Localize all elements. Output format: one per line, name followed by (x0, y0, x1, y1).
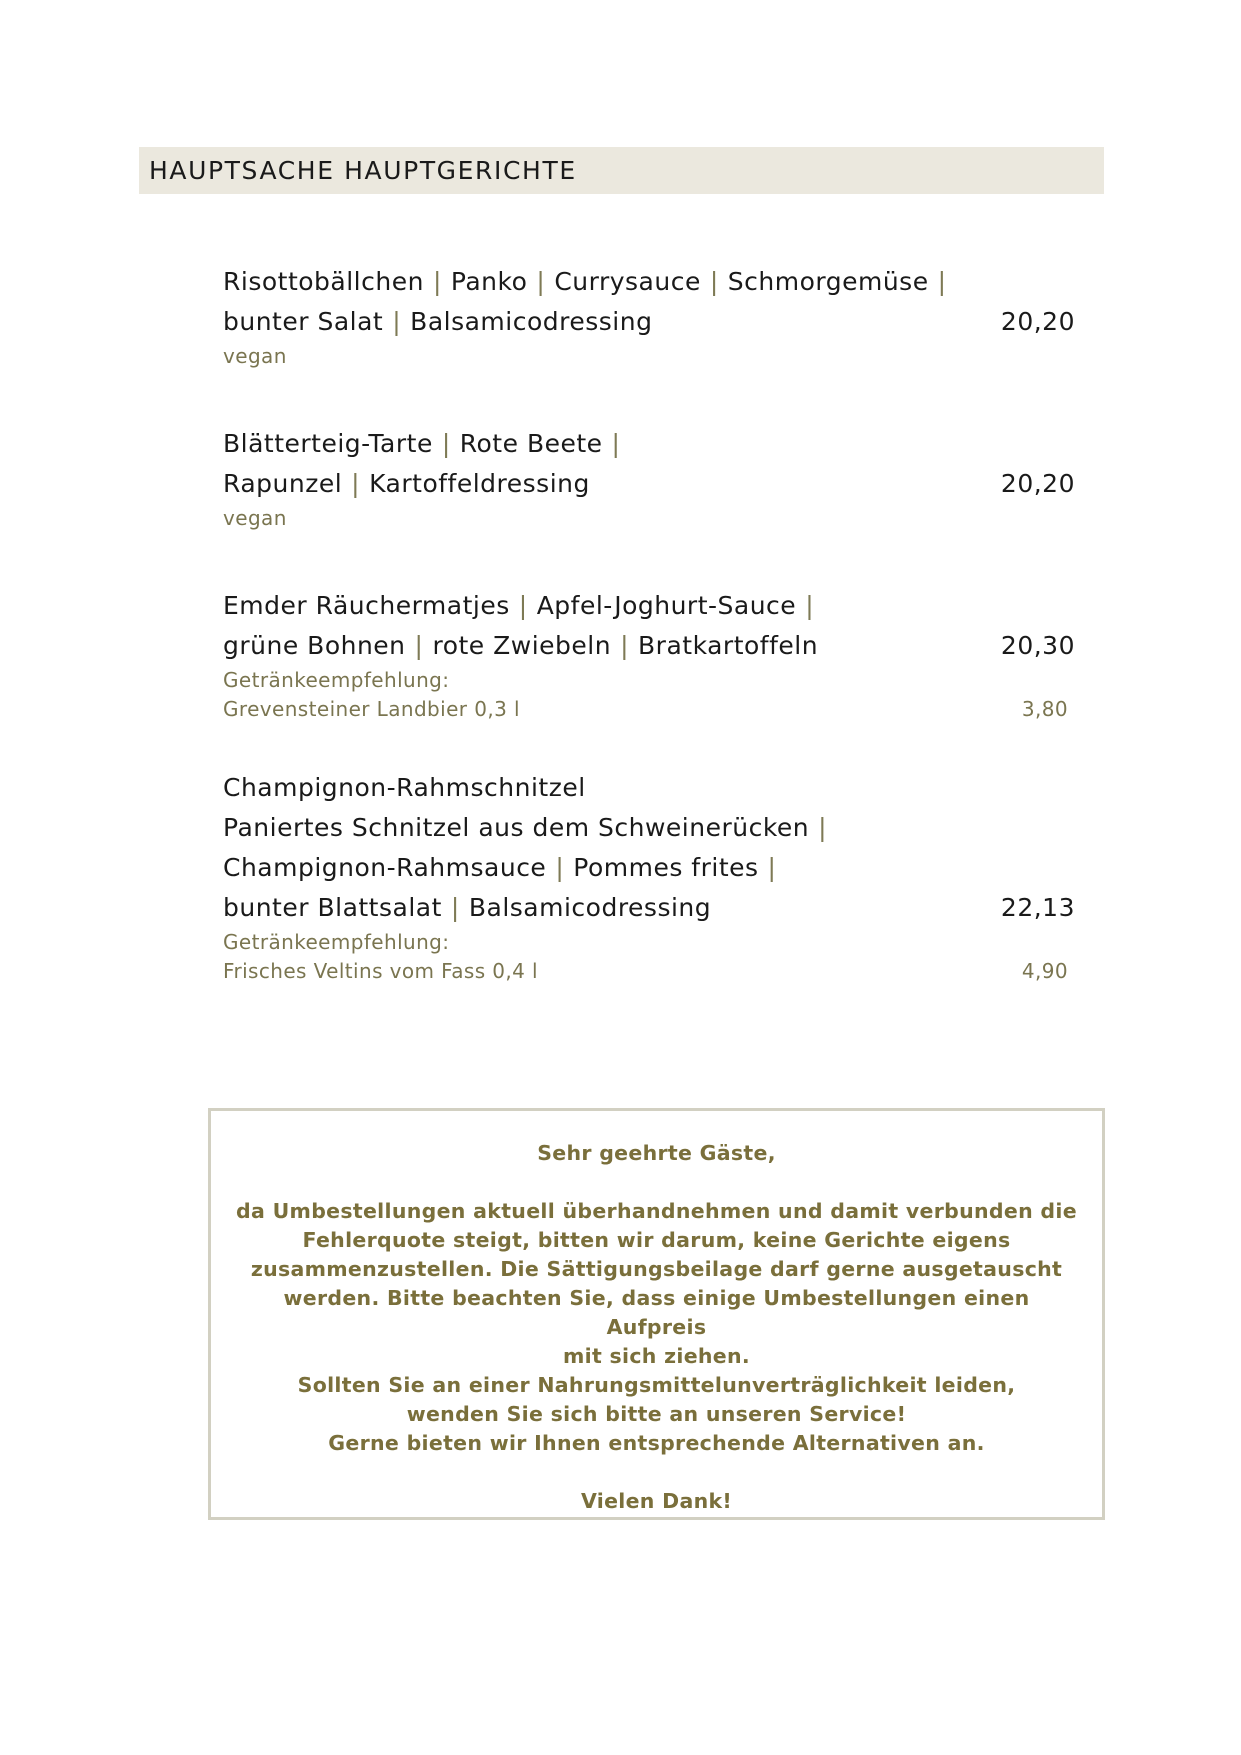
drink-recommendation (223, 695, 1075, 724)
dish-component: Risottobällchen (223, 267, 424, 296)
dish-component: Apfel-Joghurt-Sauce (536, 591, 797, 620)
dish-item (223, 586, 1075, 724)
drink-recommendation-label: Getränkeempfehlung: (223, 668, 450, 692)
separator: | (392, 307, 402, 336)
separator: | (709, 267, 719, 296)
separator: | (555, 853, 565, 882)
dish-price: 20,30 (1000, 631, 1075, 660)
separator: | (818, 813, 828, 842)
dish-component: Rapunzel (223, 469, 343, 498)
notice-greeting: Sehr geehrte Gäste, (537, 1141, 776, 1165)
separator: | (611, 429, 621, 458)
separator: | (450, 893, 460, 922)
dish-component: Champignon-Rahmschnitzel (223, 773, 586, 802)
separator: | (536, 267, 546, 296)
dish-component: Panko (450, 267, 528, 296)
dish-description-line (223, 586, 1075, 626)
separator: | (432, 267, 442, 296)
section-header (139, 147, 1104, 194)
dish-component: Schmorgemüse (727, 267, 929, 296)
dish-description-line (223, 302, 1075, 342)
notice-line: zusammenzustellen. Die Sättigungsbeilage darf gerne ausgetauscht (250, 1257, 1063, 1281)
dish-description-line (223, 848, 1075, 888)
drink-name: Grevensteiner Landbier 0,3 l (223, 697, 520, 721)
notice-thanks: Vielen Dank! (580, 1489, 733, 1513)
dish-component: bunter Blattsalat (223, 893, 442, 922)
separator: | (351, 469, 361, 498)
dish-component: Balsamicodressing (410, 307, 653, 336)
dish-component: Emder Räuchermatjes (223, 591, 510, 620)
dish-price: 20,20 (1000, 469, 1075, 498)
notice-line: werden. Bitte beachten Sie, dass einige Umbestellungen einen Aufpreis (283, 1286, 1030, 1339)
dish-component: Currysauce (554, 267, 701, 296)
dish-component: grüne Bohnen (223, 631, 406, 660)
dish-component: Bratkartoffeln (638, 631, 819, 660)
dish-description-line (223, 464, 1075, 504)
dish-diet-note: vegan (223, 344, 287, 368)
dish-component: Rote Beete (459, 429, 603, 458)
guest-notice-box (208, 1108, 1105, 1520)
separator: | (414, 631, 424, 660)
notice-line: da Umbestellungen aktuell überhandnehmen und damit verbunden die (236, 1199, 1077, 1223)
section-title: HAUPTSACHE HAUPTGERICHTE (149, 156, 577, 185)
dish-description-line (223, 768, 1075, 808)
drink-recommendation-label: Getränkeempfehlung: (223, 930, 450, 954)
dish-component: Pommes frites (573, 853, 759, 882)
dish-component: Kartoffeldressing (369, 469, 590, 498)
separator: | (937, 267, 947, 296)
notice-line: Fehlerquote steigt, bitten wir darum, keine Gerichte eigens (302, 1228, 1011, 1252)
drink-price: 4,90 (1021, 959, 1068, 983)
drink-price: 3,80 (1021, 697, 1068, 721)
dish-component: Paniertes Schnitzel aus dem Schweinerücken (223, 813, 810, 842)
drink-recommendation (223, 957, 1075, 986)
notice-line: wenden Sie sich bitte an unseren Service! (406, 1402, 907, 1426)
dish-item (223, 424, 1075, 533)
drink-name: Frisches Veltins vom Fass 0,4 l (223, 959, 538, 983)
separator: | (767, 853, 777, 882)
separator: | (805, 591, 815, 620)
dish-component: rote Zwiebeln (432, 631, 612, 660)
dish-price: 20,20 (1000, 307, 1075, 336)
dish-description-line (223, 424, 1075, 464)
notice-line: Sollten Sie an einer Nahrungsmittelunverträglichkeit leiden, (297, 1373, 1016, 1397)
notice-line: mit sich ziehen. (563, 1344, 750, 1368)
dish-component: Balsamicodressing (468, 893, 712, 922)
dish-component: bunter Salat (223, 307, 384, 336)
dish-component: Champignon-Rahmsauce (223, 853, 547, 882)
dish-description-line (223, 888, 1075, 928)
notice-text (211, 1197, 1102, 1458)
separator: | (441, 429, 451, 458)
dish-diet-note: vegan (223, 506, 287, 530)
notice-line: Gerne bieten wir Ihnen entsprechende Alternativen an. (328, 1431, 985, 1455)
dish-description-line (223, 262, 1075, 302)
separator: | (518, 591, 528, 620)
separator: | (620, 631, 630, 660)
dish-price: 22,13 (1000, 893, 1075, 922)
dish-description-line (223, 808, 1075, 848)
dish-item (223, 768, 1075, 986)
dish-component: Blätterteig-Tarte (223, 429, 433, 458)
dish-item (223, 262, 1075, 371)
dish-description-line (223, 626, 1075, 666)
